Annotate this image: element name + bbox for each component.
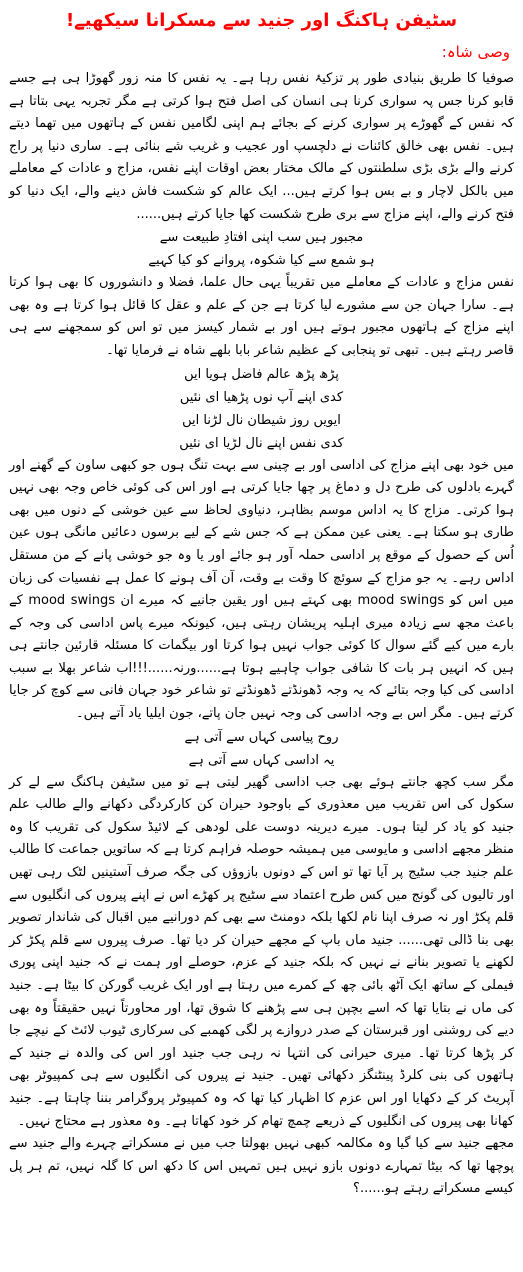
paragraph-mood-swings: میں خود بھی اپنے مزاج کی اداسی اور بے چینی سے بہت تنگ ہوں جو کبھی ساون کے گھنے اور گہرے بادلوں کی طرح دل و دماغ پر چھا جایا کرتی ہے اور اس کی کوئی خاص وجہ بھی نہیں ہوا کرتی۔ مزاج کا یہ اداس موسم بظاہر، دنیاوی لحاظ سے عین خوشی کے دنوں میں بھی طاری ہو سکتا ہے۔ یعنی عین ممکن ہے کہ جس شے کے لیے برسوں دعائیں مانگی ہوں عین اُس کے حصول کے موقع پر اداسی حملہ آور ہو جائے اور یا وہ جو خوشی پانے کے من مستقل اداس رہے۔ یہ جو مزاج کے سوئچ کا وقت بے وقت، آن آف ہونے کا عمل ہے نفسیات کی زبان میں اس کو mood swings بھی کہتے ہیں اور یقین جانیے کہ میرے ان mood swings کے باعث مجھ سے زیادہ میری اہلیہ پریشان رہتی ہیں، کیونکہ میرے پاس اداسی کی وجہ کے بارے میں کیے گئے سوال کا کوئی جواب نہیں ہوا کرتا اور بیگمات کا مسئلہ قارئین جانتے ہی ہیں کہ انہیں ہر بات کا شافی جواب چاہیے ہوتا ہے......ورنہ......!!!اب شاعر بھلا بے سبب اداسی کی کیا وجہ بتائے کہ یہ وجہ ڈھونڈتے ڈھونڈتے تو شاعر خود جہان فانی سے کوچ کر جایا کرتے ہیں۔ مگر اس بے وجہ اداسی کی وجہ نہیں جان پاتے، جون ایلیا یاد آتے ہیں۔ <box>9 457 514 722</box>
paragraph-intro: صوفیا کا طریق بنیادی طور پر تزکیۂ نفس رہا ہے۔ یہ نفس کا منہ زور گھوڑا ہی ہے جسے قابو کرنا جس پہ سواری کرنا ہی انسان کی اصل فتح ہوا کرتی ہے مگر تجربہ یہی بتاتا ہے کہ نفس کے گھوڑے پر سواری کرنے کے بجائے ہم اپنی لگامیں نفس کے ہاتھوں میں تھما دیتے ہیں۔ نفس بھی خالق کائنات نے دلچسپ اور عجیب و غریب شے بنائی ہے۔ ساری دنیا پر راج کرنے والے بڑی بڑی سلطنتوں کے مالک مختار بعض اوقات اپنے نفس، مزاج و عادات کے معاملے میں بالکل لاچار و بے بس ہوا کرتے ہیں... ایک عالم کو شکست فاش دینے والے، ایک دنیا کو فتح کرنے والے، اپنے مزاج سے بری طرح شکست کھا جایا کرتے ہیں...... <box>9 71 514 222</box>
verse-line: یہ اداسی کہاں سے آتی ہے <box>188 752 335 768</box>
verse-line: کدی اپنے آپ نوں پڑھیا ای نئیں <box>179 389 344 405</box>
article-title: سٹیفن ہاکنگ اور جنید سے مسکرانا سیکھیے! <box>65 10 458 31</box>
verse-line: ایویں روز شیطان نال لڑنا ایں <box>182 412 341 428</box>
paragraph-conversation: مجھے جنید سے کیا گیا وہ مکالمہ کبھی نہیں بھولتا جب میں نے مسکراتے چہرے والے جنید سے پوچھا تھا کہ بیٹا تمہارے دونوں بازو نہیں ہیں تمہیں اس کا دکھ اس کا گلہ نہیں، تم ہر پل کیسے مسکراتے رہتے ہو......؟ <box>9 1136 514 1197</box>
verse-line: ہو شمع سے کیا شکوہ، پروانے کو کیا کہیے <box>148 253 375 269</box>
author-byline: وصی شاہ: <box>441 43 510 61</box>
verse-line: کدی نفس اپنے نال لڑیا ای نئیں <box>179 435 344 451</box>
paragraph-scholars: نفس مزاج و عادات کے معاملے میں تقریباً یہی حال علما، فضلا و دانشوروں کا بھی ہوا کرتا ہے۔ سارا جہان جن سے مشورے لیا کرتا ہے جن کے علم و عقل کا قائل ہوا کرتا ہے وہ بھی اپنے مزاج کے ہاتھوں مجبور ہوتے ہیں اور بے شمار کیسز میں تو اس کو سمجھنے سے ہی قاصر رہتے ہیں۔ تبھی تو پنجابی کے عظیم شاعر بابا بلھے شاہ نے فرمایا تھا۔ <box>9 275 514 358</box>
verse-ghalib <box>9 226 514 272</box>
verse-bulleh-shah <box>9 363 514 455</box>
verse-line: پڑھ پڑھ عالم فاضل ہویا ایں <box>184 366 339 382</box>
paragraph-junaid: مگر سب کچھ جانتے ہوئے بھی جب اداسی گھیر لیتی ہے تو میں سٹیفن ہاکنگ سے لے کر سکول کی اس تقریب میں معذوری کے باوجود حیران کن کارکردگی دکھانے والے طالب علم جنید کو یاد کر لیتا ہوں۔ میرے دیرینہ دوست علی لودھی کے لائیڈ سکول کی تقریب کا وہ منظر مجھے اداسی و مایوسی میں ہمیشہ حوصلہ فراہم کرتا ہے کہ ساتویں جماعت کا طالب علم جنید جب سٹیج پر آیا تھا تو اس کے دونوں بازوؤں کی جگہ صرف آستینیں لٹک رہی تھیں اور تالیوں کی گونج میں کس طرح اعتماد سے سٹیج پر کھڑے اس نے اپنے پیروں کی انگلیوں سے قلم پکڑ اور نہ صرف اپنا نام لکھا بلکہ دومنٹ سے بھی کم دورانیے میں اقبال کی شاندار تصویر بھی بنا ڈالی تھی...... جنید ماں باپ کے مجھے حیران کر دیا تھا۔ صرف پیروں سے قلم پکڑ کر لکھنے یا تصویر بنانے نے نہیں کہ بلکہ جنید کے عزم، حوصلے اور ہمت نے کہ جنید اپنی پوری فیملی کے ساتھ ایک آٹھ بائی چھ کے کمرے میں رہتا ہے اور ایک غریب گورکن کا بیٹا ہے۔ جنید کی ماں نے بتایا تھا کہ اسے بچپن ہی سے پڑھنے کا شوق تھا، اور محاورتاً نہیں حقیقتاً وہ بھی دیے کی روشنی اور قبرستان کے صدر دروازے پر لگی کھمبے کی سرکاری ٹیوب لائٹ کے نیچے جا کر پڑھا کرتا تھا۔ میری حیرانی کی انتہا نہ رہی جب جنید اور اس کی والدہ نے جنید کے ہاتھوں کی بنی کلرڈ پینٹنگز دکھائی تھیں۔ جنید نے پیروں کی انگلیوں سے ہی کمپیوٹر بھی آپریٹ کر کے دکھایا اور اس عزم کا اظہار کیا تھا کہ وہ کمپیوٹر پروگرامر بننا چاہتا ہے۔ جنید کھانا بھی پیروں کی انگلیوں کے ذریعے چمچ تھام کر خود کھاتا ہے۔ وہ معذور ہے محتاج نہیں۔ <box>9 774 514 1129</box>
verse-jaun-elia <box>9 726 514 772</box>
verse-line: مجبور ہیں سب اپنی افتادِ طبیعت سے <box>159 230 364 246</box>
verse-line: روح پیاسی کہاں سے آتی ہے <box>184 729 339 745</box>
